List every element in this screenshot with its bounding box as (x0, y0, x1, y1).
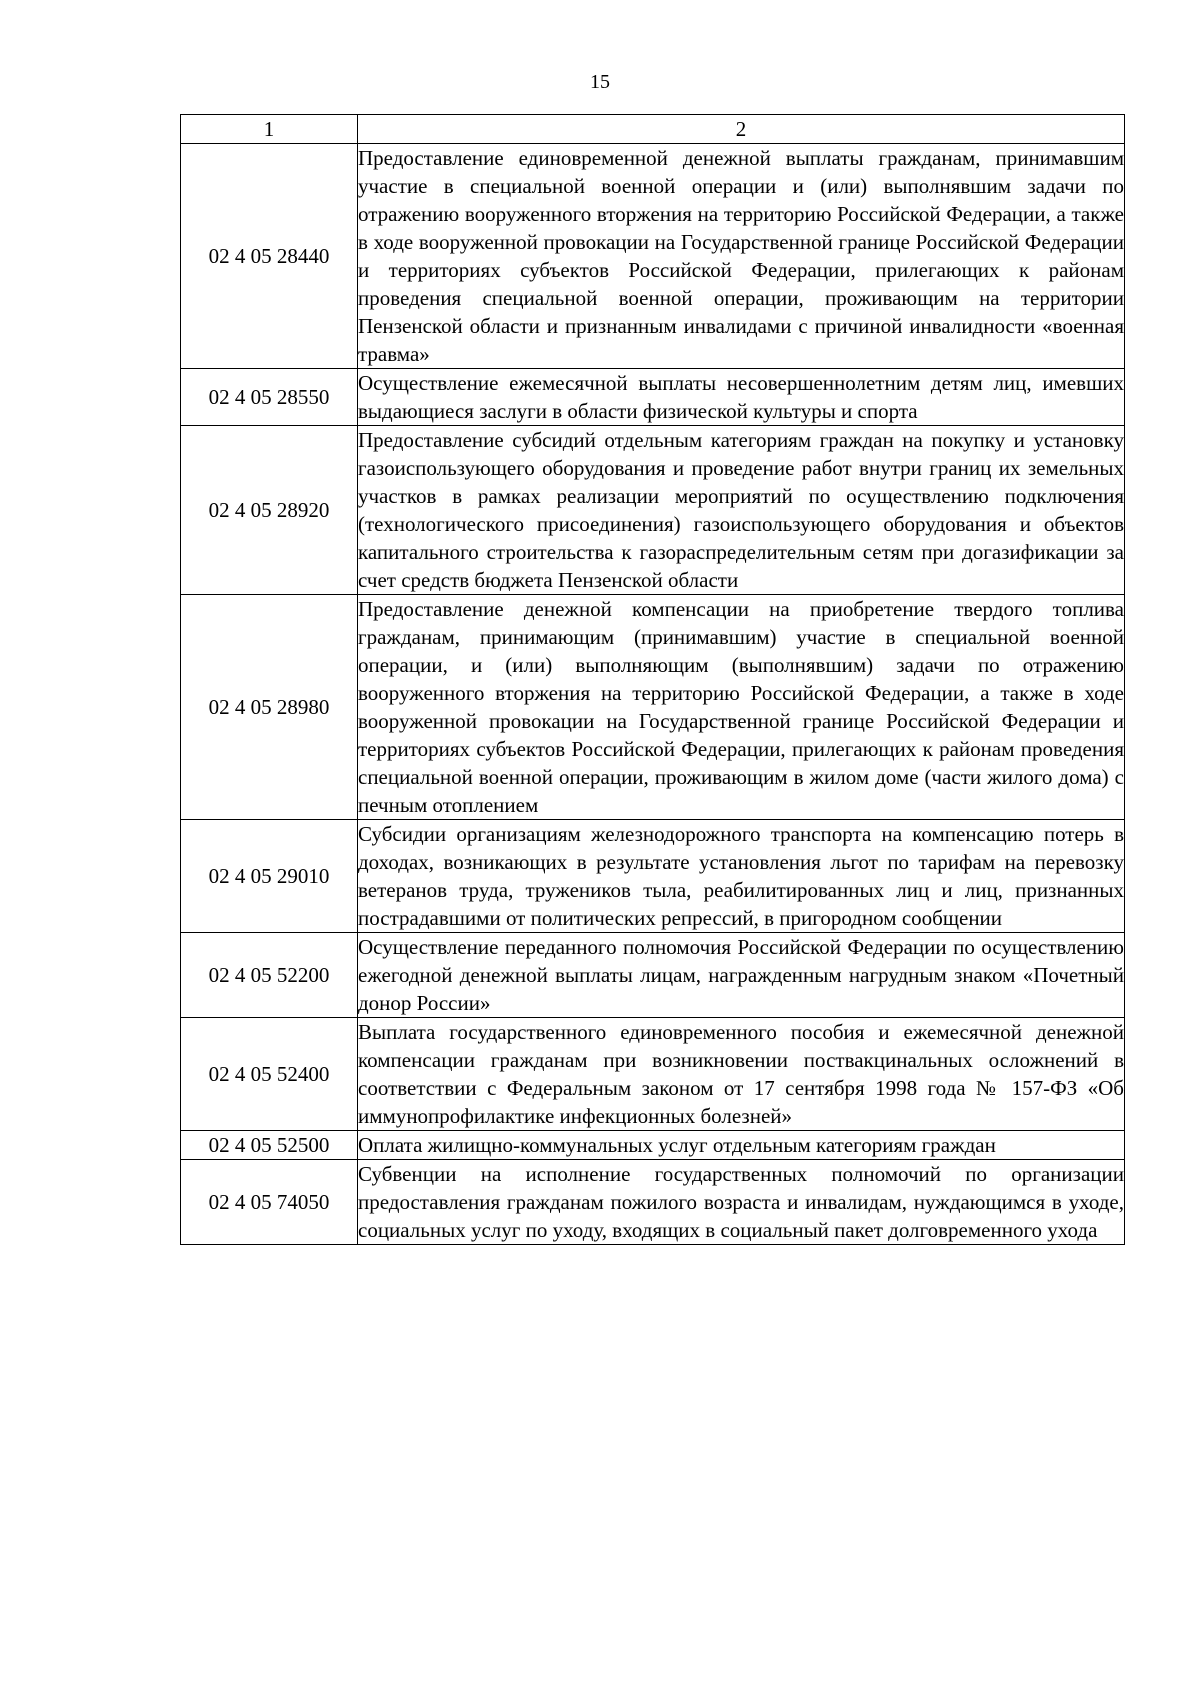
table-row (181, 144, 1125, 369)
description-cell: Оплата жилищно-коммунальных услуг отдельным категориям граждан (358, 1131, 1125, 1160)
page-number: 15 (590, 71, 610, 93)
description-cell: Субвенции на исполнение государственных полномочий по организации предоставления гражданам пожилого возраста и инвалидам, нуждающимся в уходе, социальных услуг по уходу, входящих в социальный пакет долговременного ухода (358, 1160, 1125, 1245)
description-cell: Предоставление денежной компенсации на приобретение твердого топлива гражданам, принимающим (принимавшим) участие в специальной военной операции, и (или) выполняющим (выполнявшим) задачи по отражению вооруженного вторжения на территорию Российской Федерации, а также в ходе вооруженной провокации на Государственной границе Российской Федерации и территориях субъектов Российской Федерации, прилегающих к районам проведения специальной военной операции, проживающим в жилом доме (части жилого дома) с печным отоплением (358, 595, 1125, 820)
table-row (181, 369, 1125, 426)
column-header-description: 2 (358, 115, 1125, 144)
table-header-row (181, 115, 1125, 144)
code-cell: 02 4 05 52400 (181, 1018, 358, 1131)
description-cell: Предоставление единовременной денежной выплаты гражданам, принимавшим участие в специальной военной операции и (или) выполнявшим задачи по отражению вооруженного вторжения на территорию Российской Федерации, а также в ходе вооруженной провокации на Государственной границе Российской Федерации и территориях субъектов Российской Федерации, прилегающих к районам проведения специальной военной операции, проживающим на территории Пензенской области и признанным инвалидами с причиной инвалидности «военная травма» (358, 144, 1125, 369)
code-cell: 02 4 05 28920 (181, 426, 358, 595)
description-cell: Осуществление ежемесячной выплаты несовершеннолетним детям лиц, имевших выдающиеся заслуги в области физической культуры и спорта (358, 369, 1125, 426)
code-cell: 02 4 05 52200 (181, 933, 358, 1018)
description-cell: Предоставление субсидий отдельным категориям граждан на покупку и установку газоиспользующего оборудования и проведение работ внутри границ их земельных участков в рамках реализации мероприятий по осуществлению подключения (технологического присоединения) газоиспользующего оборудования и объектов капитального строительства к газораспределительным сетям при догазификации за счет средств бюджета Пензенской области (358, 426, 1125, 595)
code-cell: 02 4 05 74050 (181, 1160, 358, 1245)
description-cell: Выплата государственного единовременного пособия и ежемесячной денежной компенсации гражданам при возникновении поствакцинальных осложнений в соответствии с Федеральным законом от 17 сентября 1998 года № 157-ФЗ «Об иммунопрофилактике инфекционных болезней» (358, 1018, 1125, 1131)
table-row (181, 1018, 1125, 1131)
table-row (181, 933, 1125, 1018)
table-row (181, 426, 1125, 595)
description-cell: Субсидии организациям железнодорожного транспорта на компенсацию потерь в доходах, возникающих в результате установления льгот по тарифам на перевозку ветеранов труда, тружеников тыла, реабилитированных лиц и лиц, признанных пострадавшими от политических репрессий, в пригородном сообщении (358, 820, 1125, 933)
column-header-code: 1 (181, 115, 358, 144)
code-cell: 02 4 05 52500 (181, 1131, 358, 1160)
table-row (181, 1160, 1125, 1245)
budget-code-table (180, 114, 1125, 1245)
code-cell: 02 4 05 28980 (181, 595, 358, 820)
table-row (181, 1131, 1125, 1160)
description-cell: Осуществление переданного полномочия Российской Федерации по осуществлению ежегодной денежной выплаты лицам, награжденным нагрудным знаком «Почетный донор России» (358, 933, 1125, 1018)
table-row (181, 595, 1125, 820)
code-cell: 02 4 05 28440 (181, 144, 358, 369)
table-row (181, 820, 1125, 933)
code-cell: 02 4 05 29010 (181, 820, 358, 933)
code-cell: 02 4 05 28550 (181, 369, 358, 426)
